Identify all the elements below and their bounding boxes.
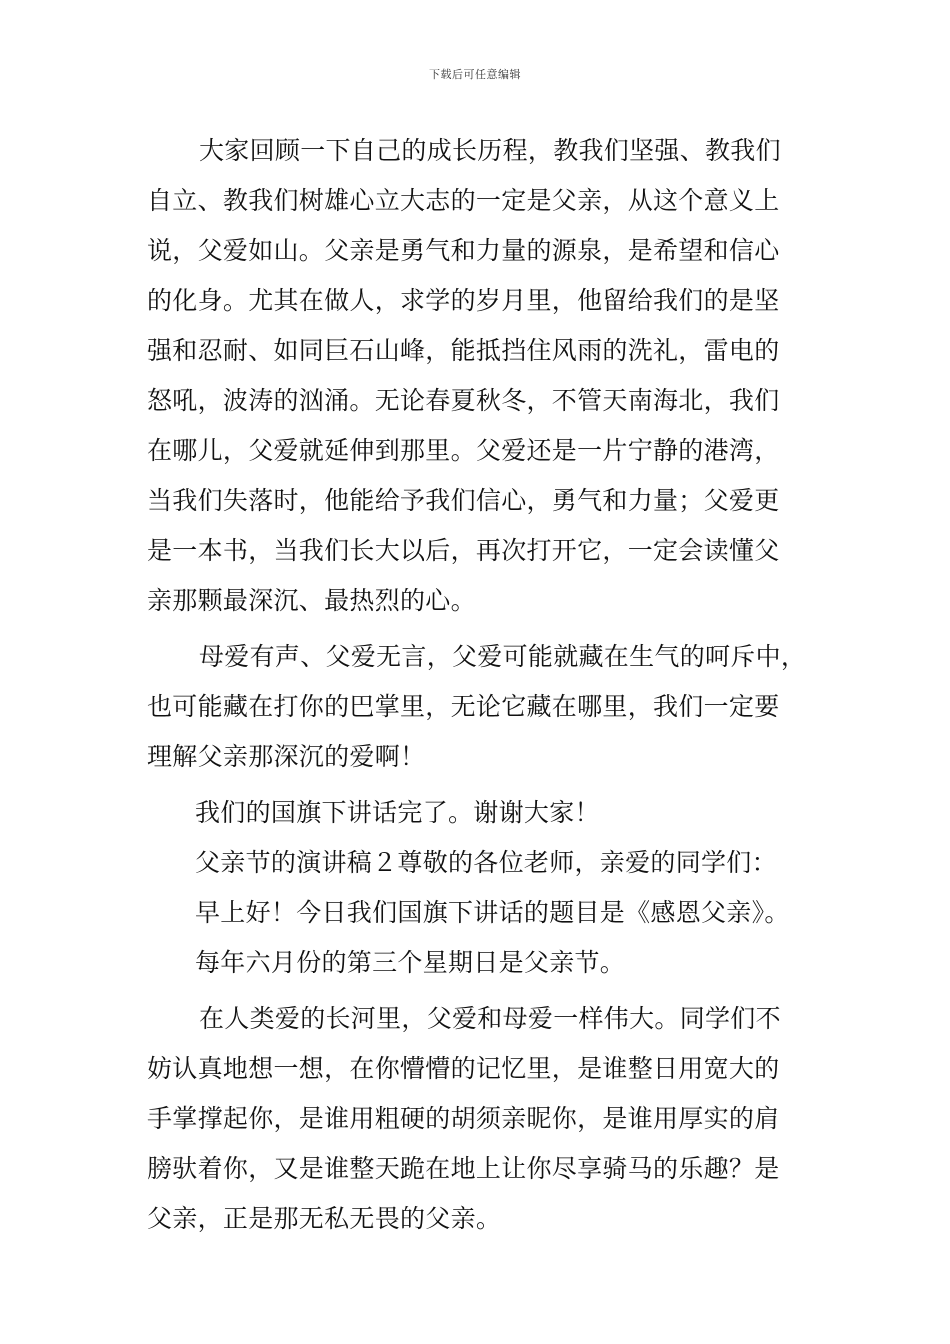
paragraph-line: 是一本书，当我们长大以后，再次打开它，一定会读懂父 (147, 536, 780, 565)
paragraph-line: 说，父爱如山。父亲是勇气和力量的源泉，是希望和信心 (147, 236, 780, 265)
paragraph-line: 也可能藏在打你的巴掌里，无论它藏在哪里，我们一定要 (147, 692, 780, 721)
page-header: 下载后可任意编辑 (429, 68, 521, 81)
paragraph (147, 838, 817, 888)
paragraph (147, 788, 817, 838)
paragraph (147, 888, 817, 938)
paragraph-line: 强和忍耐、如同巨石山峰，能抵挡住风雨的洗礼，雷电的 (147, 336, 780, 365)
paragraph-line: 父亲，正是那无私无畏的父亲。 (147, 1204, 502, 1233)
paragraph-line: 每年六月份的第三个星期日是父亲节。 (195, 948, 626, 977)
paragraph (147, 994, 817, 1244)
paragraph-line: 早上好！今日我们国旗下讲话的题目是《感恩父亲》。 (195, 898, 790, 927)
paragraph-line: 在人类爱的长河里，父爱和母爱一样伟大。同学们不 (199, 1004, 781, 1033)
paragraph-line: 亲那颗最深沉、最热烈的心。 (147, 586, 476, 615)
paragraph-line: 理解父亲那深沉的爱啊！ (147, 742, 426, 771)
paragraph-line: 我们的国旗下讲话完了。谢谢大家！ (195, 798, 600, 827)
paragraph-line: 怒吼，波涛的汹涌。无论春夏秋冬，不管天南海北，我们 (147, 386, 780, 415)
paragraph (147, 938, 817, 988)
paragraph-line: 手掌撑起你，是谁用粗硬的胡须亲昵你，是谁用厚实的肩 (147, 1104, 780, 1133)
paragraph-line: 的化身。尤其在做人，求学的岁月里，他留给我们的是坚 (147, 286, 780, 315)
paragraph (147, 632, 817, 782)
paragraph (147, 126, 817, 626)
paragraph-line: 妨认真地想一想，在你懵懵的记忆里，是谁整日用宽大的 (147, 1054, 780, 1083)
paragraph-line: 当我们失落时，他能给予我们信心，勇气和力量；父爱更 (147, 486, 780, 515)
paragraph-line: 自立、教我们树雄心立大志的一定是父亲，从这个意义上 (147, 186, 780, 215)
paragraph-line: 膀驮着你，又是谁整天跪在地上让你尽享骑马的乐趣？是 (147, 1154, 780, 1183)
paragraph-line: 父亲节的演讲稿２尊敬的各位老师，亲爱的同学们： (195, 848, 777, 877)
paragraph-line: 在哪儿，父爱就延伸到那里。父爱还是一片宁静的港湾， (147, 436, 780, 465)
paragraph-line: 大家回顾一下自己的成长历程，教我们坚强、教我们 (199, 136, 781, 165)
document-body (147, 126, 817, 1244)
paragraph-line: 母爱有声、父爱无言，父爱可能就藏在生气的呵斥中， (199, 642, 807, 671)
